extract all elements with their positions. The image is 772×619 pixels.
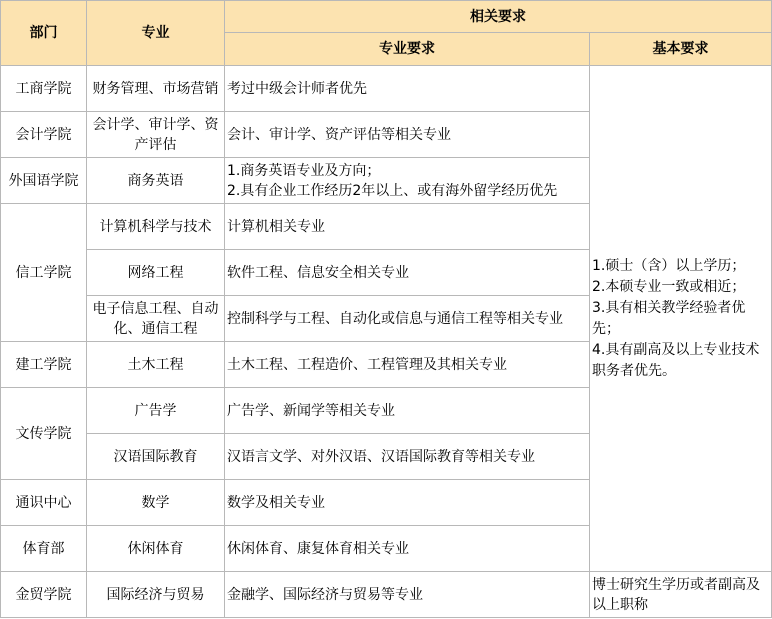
header-major: 专业 <box>87 1 225 66</box>
major-requirement-cell <box>225 158 590 204</box>
requirement-line: 2.具有企业工作经历2年以上、或有海外留学经历优先 <box>227 182 558 199</box>
basic-requirement-line: 2.本硕专业一致或相近； <box>592 278 746 295</box>
major-requirement-cell: 会计、审计学、资产评估等相关专业 <box>225 112 590 158</box>
dept-cell: 外国语学院 <box>1 158 87 204</box>
major-cell: 国际经济与贸易 <box>87 572 225 618</box>
major-requirement-cell: 休闲体育、康复体育相关专业 <box>225 526 590 572</box>
dept-cell: 建工学院 <box>1 342 87 388</box>
major-cell: 计算机科学与技术 <box>87 204 225 250</box>
major-cell: 广告学 <box>87 388 225 434</box>
dept-cell: 文传学院 <box>1 388 87 480</box>
dept-cell: 会计学院 <box>1 112 87 158</box>
major-cell: 汉语国际教育 <box>87 434 225 480</box>
dept-cell: 金贸学院 <box>1 572 87 618</box>
basic-requirement-line: 3.具有相关教学经验者优先； <box>592 299 746 337</box>
major-cell: 会计学、审计学、资产评估 <box>87 112 225 158</box>
major-requirement-cell: 控制科学与工程、自动化或信息与通信工程等相关专业 <box>225 296 590 342</box>
dept-cell: 工商学院 <box>1 66 87 112</box>
table-row <box>1 66 772 112</box>
dept-cell: 信工学院 <box>1 204 87 342</box>
major-requirement-cell: 汉语言文学、对外汉语、汉语国际教育等相关专业 <box>225 434 590 480</box>
major-requirement-cell: 土木工程、工程造价、工程管理及其相关专业 <box>225 342 590 388</box>
major-cell: 商务英语 <box>87 158 225 204</box>
major-requirement-cell: 计算机相关专业 <box>225 204 590 250</box>
header-basic-requirements: 基本要求 <box>590 33 772 66</box>
major-cell: 财务管理、市场营销 <box>87 66 225 112</box>
major-cell: 休闲体育 <box>87 526 225 572</box>
major-cell: 土木工程 <box>87 342 225 388</box>
basic-requirement-cell-last: 博士研究生学历或者副高及以上职称 <box>590 572 772 618</box>
basic-requirements-cell <box>590 66 772 572</box>
header-dept: 部门 <box>1 1 87 66</box>
requirement-line: 1.商务英语专业及方向； <box>227 162 381 179</box>
dept-cell: 体育部 <box>1 526 87 572</box>
major-cell: 网络工程 <box>87 250 225 296</box>
major-requirement-cell: 数学及相关专业 <box>225 480 590 526</box>
major-requirement-cell: 金融学、国际经济与贸易等专业 <box>225 572 590 618</box>
header-major-requirements: 专业要求 <box>225 33 590 66</box>
major-cell: 数学 <box>87 480 225 526</box>
dept-cell: 通识中心 <box>1 480 87 526</box>
basic-requirement-line: 1.硕士（含）以上学历； <box>592 257 746 274</box>
basic-requirement-line: 4.具有副高及以上专业技术职务者优先。 <box>592 341 760 379</box>
major-requirement-cell: 考过中级会计师者优先 <box>225 66 590 112</box>
major-requirement-cell: 广告学、新闻学等相关专业 <box>225 388 590 434</box>
major-requirement-cell: 软件工程、信息安全相关专业 <box>225 250 590 296</box>
header-related-requirements: 相关要求 <box>225 1 772 33</box>
table-row <box>1 572 772 618</box>
major-cell: 电子信息工程、自动化、通信工程 <box>87 296 225 342</box>
